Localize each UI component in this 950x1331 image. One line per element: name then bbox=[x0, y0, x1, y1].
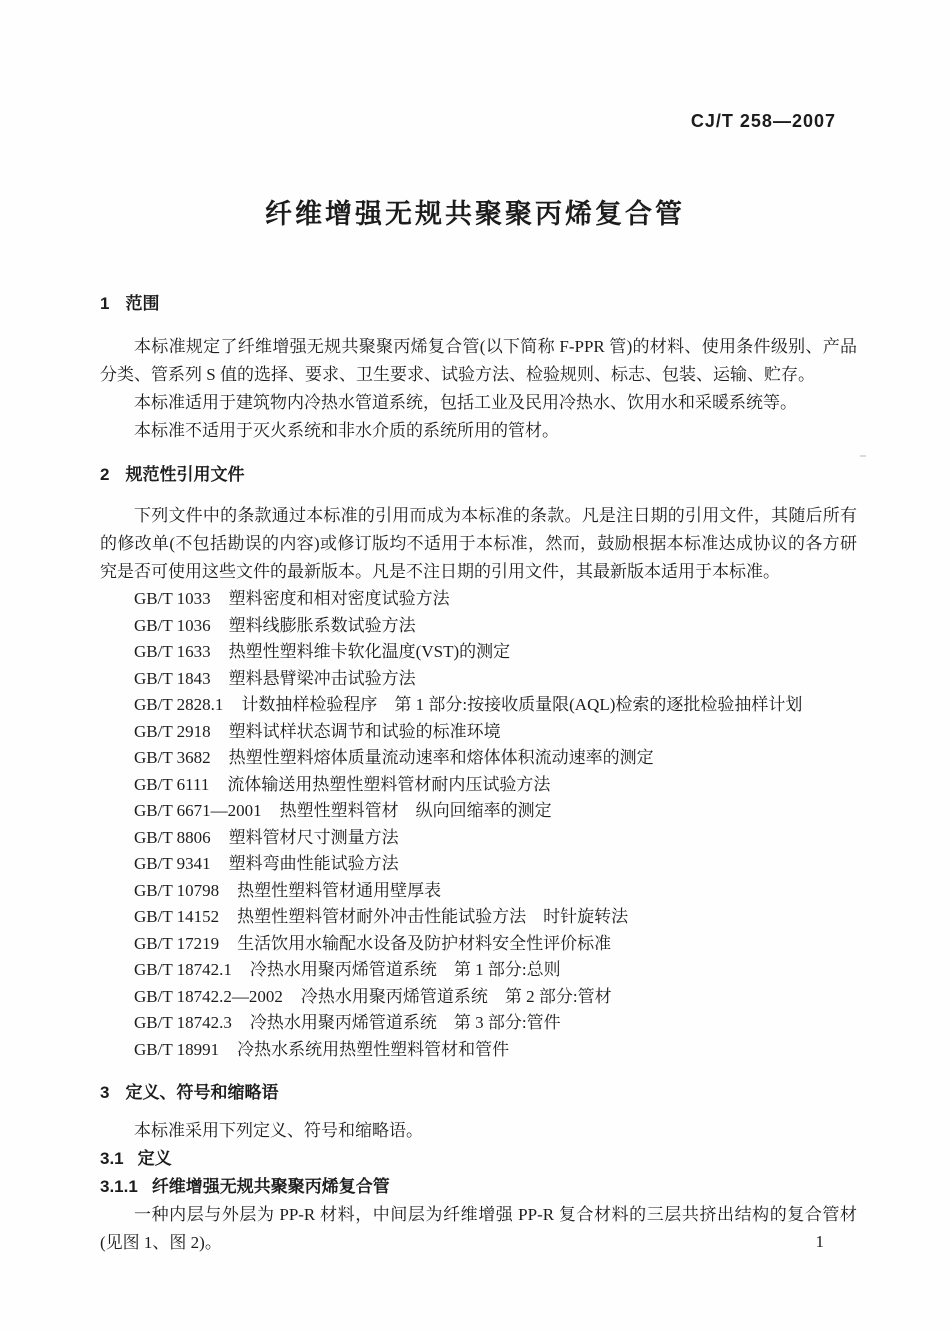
references-intro-paragraph: 下列文件中的条款通过本标准的引用而成为本标准的条款。凡是注日期的引用文件，其随后所有的修改单(不包括勘误的内容)或修订版均不适用于本标准，然而，鼓励根据本标准达成协议的各方研究是否可使用这些文件的最新版本。凡是不注日期的引用文件，其最新版本适用于本标准。 bbox=[100, 506, 857, 581]
section-1-title: 范围 bbox=[125, 294, 160, 313]
reference-title: 塑料弯曲性能试验方法 bbox=[228, 854, 399, 873]
reference-code: GB/T 14152 bbox=[134, 907, 220, 926]
reference-item bbox=[134, 613, 857, 640]
reference-title: 热塑性塑料熔体质量流动速率和熔体体积流动速率的测定 bbox=[228, 748, 654, 767]
reference-item bbox=[134, 851, 857, 878]
reference-title: 塑料密度和相对密度试验方法 bbox=[228, 589, 450, 608]
reference-code: GB/T 6111 bbox=[134, 774, 210, 794]
reference-code: GB/T 1633 bbox=[134, 642, 211, 661]
page-number: 1 bbox=[815, 1232, 824, 1251]
scan-artifact bbox=[860, 455, 866, 457]
reference-title: 热塑性塑料管材耐外冲击性能试验方法 时针旋转法 bbox=[237, 907, 629, 926]
reference-code: GB/T 18742.1 bbox=[134, 960, 232, 979]
section-1-number: 1 bbox=[100, 294, 110, 313]
reference-item bbox=[134, 692, 857, 719]
reference-title: 流体输送用热塑性塑料管材耐内压试验方法 bbox=[227, 774, 551, 794]
reference-item bbox=[134, 931, 857, 958]
subsection-3-1-number: 3.1 bbox=[100, 1149, 124, 1168]
reference-code: GB/T 2828.1 bbox=[134, 695, 224, 714]
section-3-heading bbox=[100, 1079, 857, 1107]
scope-paragraph-3: 本标准不适用于灭火系统和非水介质的系统所用的管材。 bbox=[134, 421, 559, 440]
reference-code: GB/T 9341 bbox=[134, 854, 211, 873]
reference-code: GB/T 8806 bbox=[134, 827, 211, 847]
scope-paragraph-2: 本标准适用于建筑物内冷热水管道系统，包括工业及民用冷热水、饮用水和采暖系统等。 bbox=[134, 393, 797, 412]
reference-item bbox=[134, 1037, 857, 1064]
reference-code: GB/T 1036 bbox=[134, 615, 211, 635]
reference-title: 冷热水用聚丙烯管道系统 第 2 部分:管材 bbox=[300, 986, 612, 1006]
reference-item bbox=[134, 1010, 857, 1037]
reference-title: 热塑性塑料管材 纵向回缩率的测定 bbox=[279, 801, 552, 820]
section-3-number: 3 bbox=[100, 1083, 110, 1102]
reference-item bbox=[134, 586, 857, 613]
reference-title: 塑料悬臂梁冲击试验方法 bbox=[228, 668, 416, 688]
reference-title: 热塑性塑料管材通用壁厚表 bbox=[237, 880, 442, 900]
reference-item bbox=[134, 825, 857, 852]
reference-code: GB/T 17219 bbox=[134, 933, 220, 953]
reference-code: GB/T 18742.2—2002 bbox=[134, 986, 283, 1006]
reference-item bbox=[134, 772, 857, 799]
reference-title: 生活饮用水输配水设备及防护材料安全性评价标准 bbox=[237, 933, 612, 953]
section-2-title: 规范性引用文件 bbox=[125, 465, 245, 484]
reference-item bbox=[134, 984, 857, 1011]
section-3-title: 定义、符号和缩略语 bbox=[125, 1083, 279, 1102]
reference-item bbox=[134, 666, 857, 693]
reference-code: GB/T 18742.3 bbox=[134, 1013, 232, 1032]
reference-item bbox=[134, 957, 857, 984]
document-body bbox=[100, 290, 857, 1257]
reference-code: GB/T 1843 bbox=[134, 668, 211, 688]
reference-title: 塑料试样状态调节和试验的标准环境 bbox=[228, 721, 501, 741]
reference-code: GB/T 1033 bbox=[134, 589, 211, 608]
reference-item bbox=[134, 798, 857, 825]
definitions-intro-paragraph: 本标准采用下列定义、符号和缩略语。 bbox=[134, 1121, 423, 1140]
reference-list bbox=[134, 586, 857, 1063]
subsection-3-1-1-heading bbox=[100, 1173, 857, 1201]
section-1-heading bbox=[100, 290, 857, 318]
subsection-3-1-1-title: 纤维增强无规共聚聚丙烯复合管 bbox=[151, 1177, 390, 1196]
reference-title: 冷热水用聚丙烯管道系统 第 3 部分:管件 bbox=[249, 1013, 561, 1032]
reference-item bbox=[134, 745, 857, 772]
reference-item bbox=[134, 639, 857, 666]
reference-title: 冷热水系统用热塑性塑料管材和管件 bbox=[237, 1039, 510, 1059]
subsection-3-1-heading bbox=[100, 1145, 857, 1173]
reference-title: 计数抽样检验程序 第 1 部分:按接收质量限(AQL)检索的逐批检验抽样计划 bbox=[241, 695, 803, 714]
reference-title: 塑料管材尺寸测量方法 bbox=[228, 827, 399, 847]
definition-paragraph: 一种内层与外层为 PP-R 材料，中间层为纤维增强 PP-R 复合材料的三层共挤出结构的复合管材(见图 1、图 2)。 bbox=[100, 1205, 857, 1252]
reference-title: 热塑性塑料维卡软化温度(VST)的测定 bbox=[228, 642, 511, 661]
subsection-3-1-title: 定义 bbox=[137, 1149, 172, 1168]
section-2-number: 2 bbox=[100, 465, 110, 484]
reference-item bbox=[134, 904, 857, 931]
reference-code: GB/T 2918 bbox=[134, 721, 211, 741]
reference-item bbox=[134, 719, 857, 746]
reference-code: GB/T 10798 bbox=[134, 880, 220, 900]
doc-title: 纤维增强无规共聚聚丙烯复合管 bbox=[265, 199, 685, 229]
section-2-heading bbox=[100, 461, 857, 489]
reference-code: GB/T 3682 bbox=[134, 748, 211, 767]
reference-code: GB/T 18991 bbox=[134, 1039, 220, 1059]
reference-item bbox=[134, 878, 857, 905]
subsection-3-1-1-number: 3.1.1 bbox=[100, 1177, 138, 1196]
scope-paragraph-1: 本标准规定了纤维增强无规共聚聚丙烯复合管(以下简称 F-PPR 管)的材料、使用条件级别、产品分类、管系列 S 值的选择、要求、卫生要求、试验方法、检验规则、标志、包装、运输、贮存。 bbox=[100, 337, 857, 384]
reference-title: 冷热水用聚丙烯管道系统 第 1 部分:总则 bbox=[249, 960, 561, 979]
reference-code: GB/T 6671—2001 bbox=[134, 801, 262, 820]
doc-number: CJ/T 258—2007 bbox=[690, 111, 836, 131]
reference-title: 塑料线膨胀系数试验方法 bbox=[228, 615, 416, 635]
